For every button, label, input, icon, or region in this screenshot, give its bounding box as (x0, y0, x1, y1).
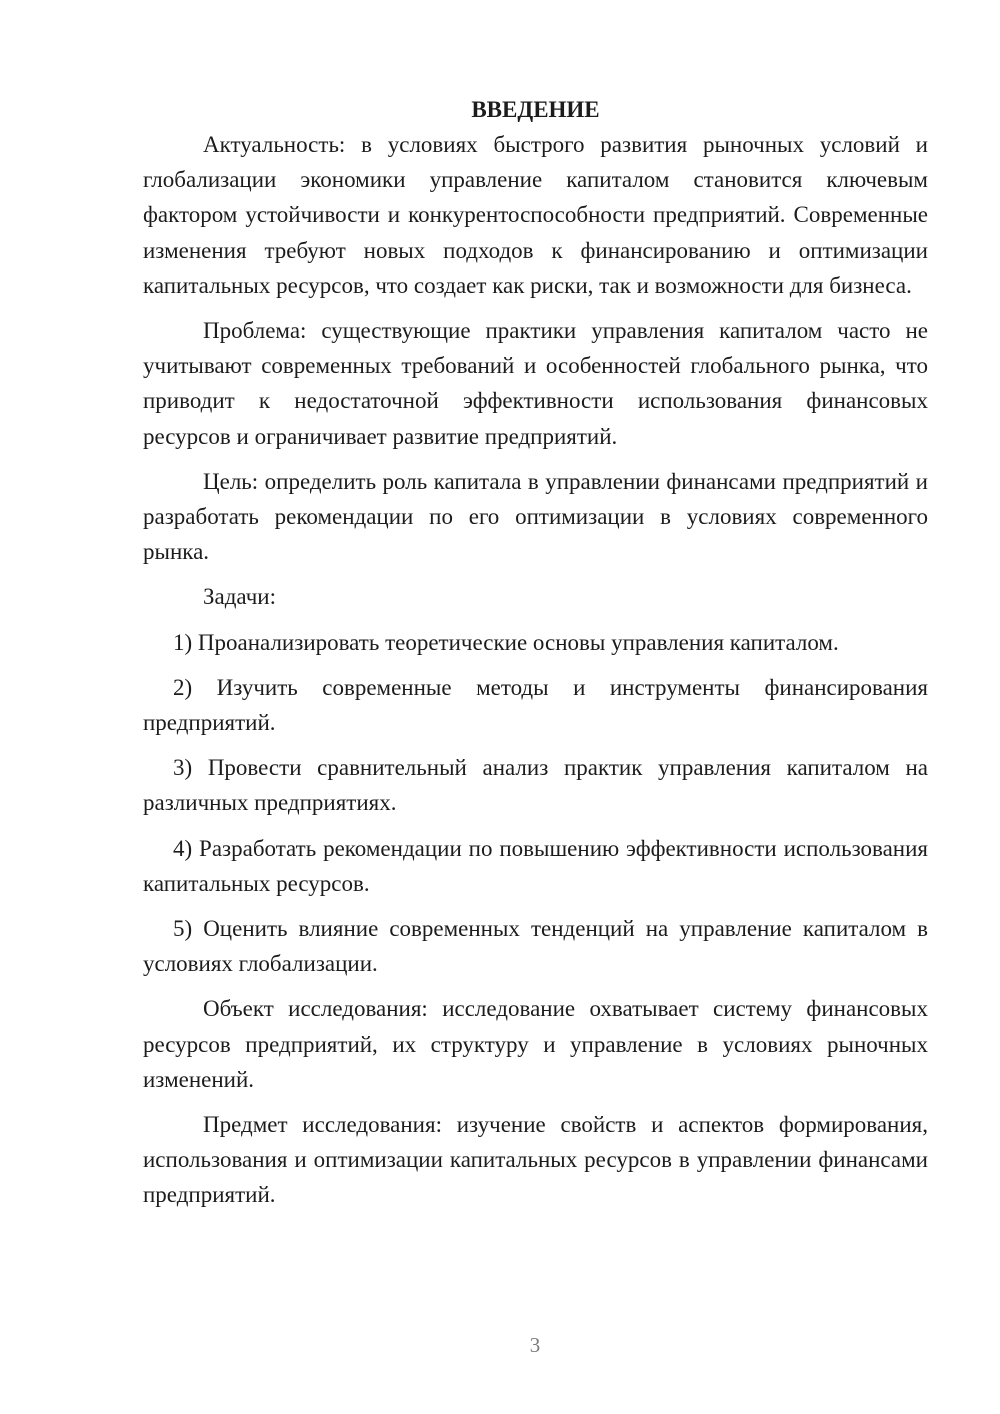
page-title: ВВЕДЕНИЕ (471, 97, 600, 122)
page-number: 3 (529, 1333, 541, 1357)
paragraph-relevance: Актуальность: в условиях быстрого развития рыночных условий и глобализации экономики управление капиталом становится ключевым фактором устойчивости и конкурентоспособности предприятий. Современные изменения требуют новых подходов к финансированию и оптимизации капитальных ресурсов, что создает как риски, так и возможности для бизнеса. (143, 132, 928, 298)
task-item-3: 3) Провести сравнительный анализ практик управления капиталом на различных предприятиях. (143, 755, 928, 816)
page-content (143, 92, 928, 1213)
paragraph-subject: Предмет исследования: изучение свойств и аспектов формирования, использования и оптимизации капитальных ресурсов в управлении финансами предприятий. (143, 1112, 928, 1208)
task-item-1: 1) Проанализировать теоретические основы управления капиталом. (173, 629, 839, 655)
paragraph-object: Объект исследования: исследование охватывает систему финансовых ресурсов предприятий, их структуру и управление в условиях рыночных изменений. (143, 996, 928, 1092)
task-item-4: 4) Разработать рекомендации по повышению эффективности использования капитальных ресурсов. (143, 835, 928, 896)
paragraph-tasks-heading: Задачи: (203, 584, 276, 610)
task-item-2: 2) Изучить современные методы и инструменты финансирования предприятий. (143, 674, 928, 736)
task-item-5: 5) Оценить влияние современных тенденций на управление капиталом в условиях глобализации. (143, 916, 928, 977)
paragraph-problem: Проблема: существующие практики управления капиталом часто не учитывают современных требований и особенностей глобального рынка, что приводит к недостаточной эффективности использования финансовых ресурсов и ограничивает развитие предприятий. (143, 318, 928, 449)
paragraph-goal: Цель: определить роль капитала в управлении финансами предприятий и разработать рекомендации по его оптимизации в условиях современного рынка. (143, 468, 928, 565)
